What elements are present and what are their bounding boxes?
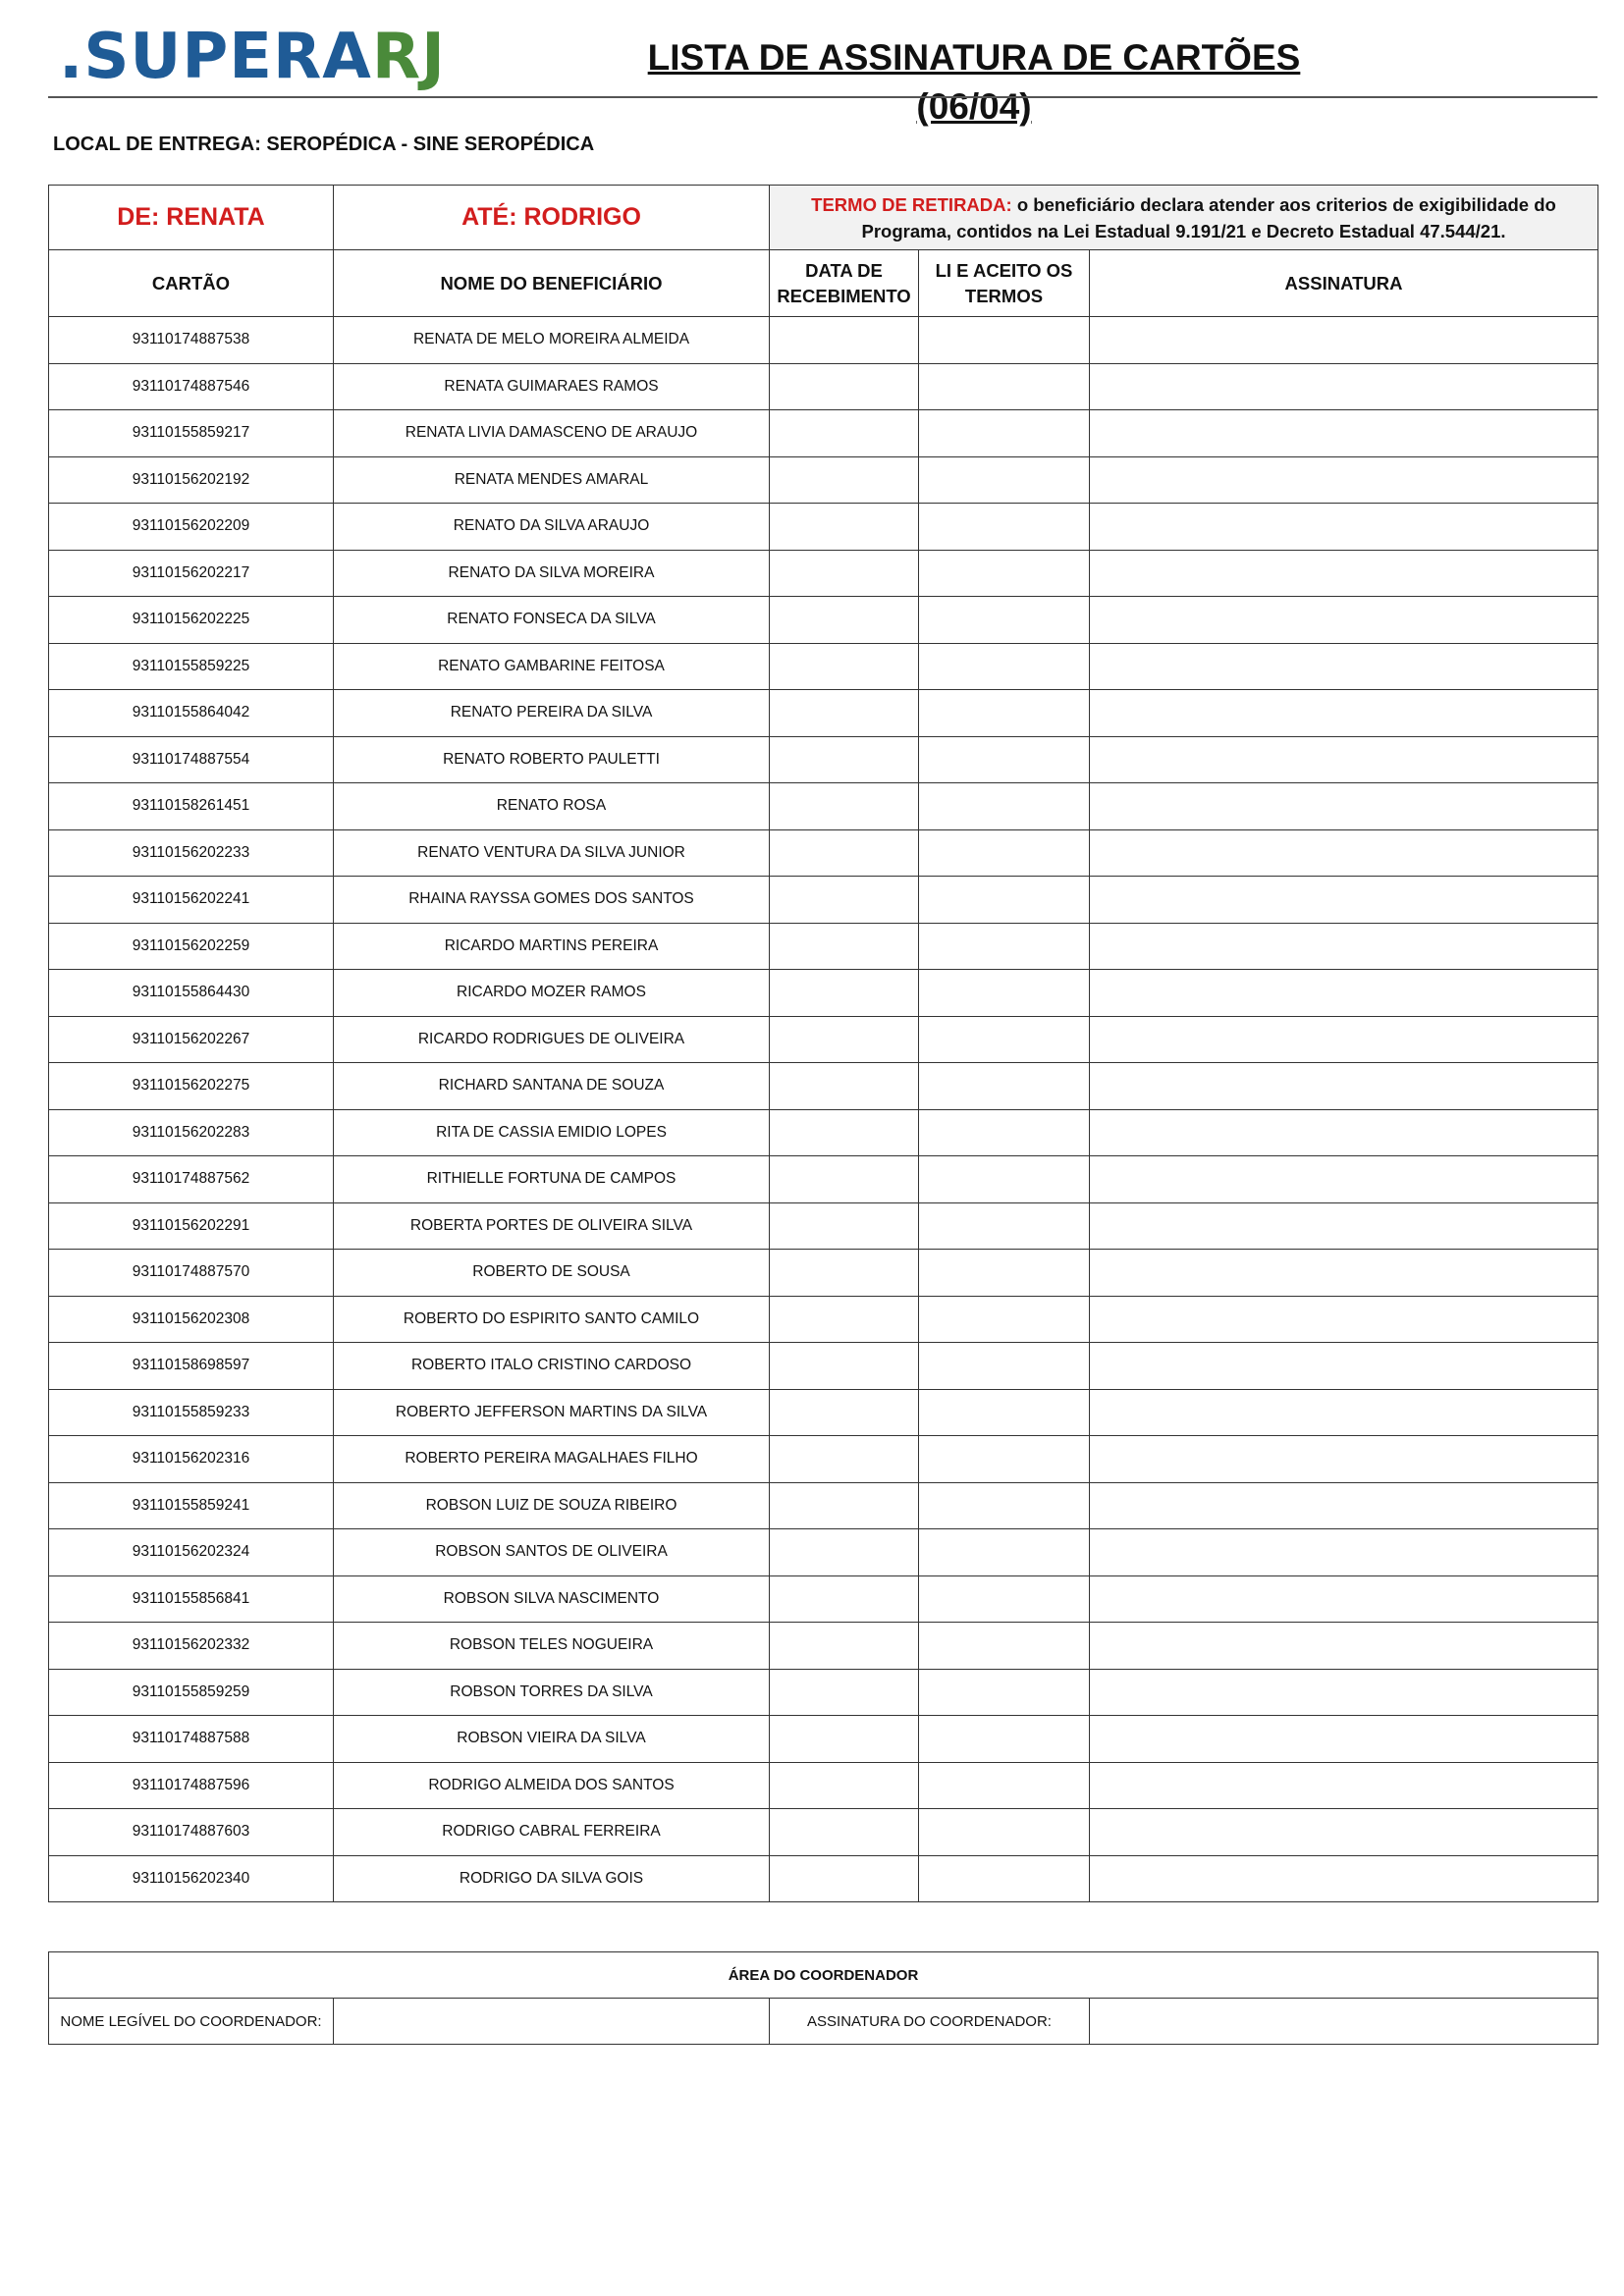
table-row: [49, 597, 1598, 644]
signature-cell[interactable]: [1090, 877, 1598, 924]
receipt-date-cell[interactable]: [770, 1109, 919, 1156]
coordinator-area: [48, 1951, 1598, 2045]
terms-accepted-cell[interactable]: [919, 1809, 1090, 1856]
beneficiary-name: RENATO ROSA: [334, 783, 770, 830]
beneficiary-name: RICARDO MARTINS PEREIRA: [334, 923, 770, 970]
header-divider: [48, 96, 1597, 98]
column-header-row: [49, 250, 1598, 317]
beneficiary-name: RENATO ROBERTO PAULETTI: [334, 736, 770, 783]
terms-accepted-cell[interactable]: [919, 1575, 1090, 1623]
beneficiary-name: ROBERTO ITALO CRISTINO CARDOSO: [334, 1343, 770, 1390]
signature-cell[interactable]: [1090, 504, 1598, 551]
withdrawal-terms: [770, 186, 1598, 250]
receipt-date-cell[interactable]: [770, 970, 919, 1017]
receipt-date-cell[interactable]: [770, 829, 919, 877]
signature-cell[interactable]: [1090, 923, 1598, 970]
signature-cell[interactable]: [1090, 643, 1598, 690]
receipt-date-cell[interactable]: [770, 1855, 919, 1902]
card-number: 93110156202259: [49, 923, 334, 970]
receipt-date-cell[interactable]: [770, 1529, 919, 1576]
signature-cell[interactable]: [1090, 1575, 1598, 1623]
terms-accepted-cell[interactable]: [919, 1623, 1090, 1670]
coordinator-signature-field[interactable]: [1090, 1999, 1598, 2045]
table-row: [49, 1202, 1598, 1250]
signature-cell[interactable]: [1090, 736, 1598, 783]
beneficiary-name: RENATA LIVIA DAMASCENO DE ARAUJO: [334, 410, 770, 457]
receipt-date-cell[interactable]: [770, 410, 919, 457]
table-row: [49, 1250, 1598, 1297]
beneficiary-name: RODRIGO ALMEIDA DOS SANTOS: [334, 1762, 770, 1809]
card-number: 93110174887588: [49, 1716, 334, 1763]
signature-cell[interactable]: [1090, 410, 1598, 457]
receipt-date-cell[interactable]: [770, 643, 919, 690]
col-header-li-aceito: LI E ACEITO OS TERMOS: [919, 250, 1090, 317]
signature-cell[interactable]: [1090, 1623, 1598, 1670]
table-row: [49, 1716, 1598, 1763]
card-number: 93110174887596: [49, 1762, 334, 1809]
card-number: 93110156202324: [49, 1529, 334, 1576]
receipt-date-cell[interactable]: [770, 1063, 919, 1110]
receipt-date-cell[interactable]: [770, 317, 919, 364]
card-number: 93110155859241: [49, 1482, 334, 1529]
signature-cell[interactable]: [1090, 690, 1598, 737]
signature-cell[interactable]: [1090, 1016, 1598, 1063]
terms-accepted-cell[interactable]: [919, 1855, 1090, 1902]
card-number: 93110174887570: [49, 1250, 334, 1297]
beneficiary-name: ROBSON TELES NOGUEIRA: [334, 1623, 770, 1670]
beneficiary-name: RENATO DA SILVA ARAUJO: [334, 504, 770, 551]
coordinator-title: ÁREA DO COORDENADOR: [49, 1952, 1598, 1999]
beneficiary-name: RENATO DA SILVA MOREIRA: [334, 550, 770, 597]
page-title: LISTA DE ASSINATURA DE CARTÕES (06/04): [647, 37, 1301, 127]
table-row: [49, 1623, 1598, 1670]
card-number: 93110174887562: [49, 1156, 334, 1203]
signature-cell[interactable]: [1090, 597, 1598, 644]
delivery-location: LOCAL DE ENTREGA: SEROPÉDICA - SINE SEROPÉDICA: [53, 133, 595, 155]
receipt-date-cell[interactable]: [770, 1389, 919, 1436]
receipt-date-cell[interactable]: [770, 783, 919, 830]
card-number: 93110156202233: [49, 829, 334, 877]
beneficiary-name: RICARDO MOZER RAMOS: [334, 970, 770, 1017]
card-number: 93110156202192: [49, 456, 334, 504]
range-row: [49, 186, 1598, 250]
terms-accepted-cell[interactable]: [919, 1202, 1090, 1250]
card-number: 93110158698597: [49, 1343, 334, 1390]
signature-cell[interactable]: [1090, 1762, 1598, 1809]
terms-accepted-cell[interactable]: [919, 1482, 1090, 1529]
receipt-date-cell[interactable]: [770, 1669, 919, 1716]
terms-label: TERMO DE RETIRADA:: [811, 193, 1012, 215]
beneficiary-name: RICARDO RODRIGUES DE OLIVEIRA: [334, 1016, 770, 1063]
terms-text: o beneficiário declara atender aos criterios de exigibilidade do Programa, contidos na Lei Estadual 9.191/21 e Decreto Estadual 47.544/21.: [861, 193, 1556, 241]
beneficiary-name: ROBSON TORRES DA SILVA: [334, 1669, 770, 1716]
terms-accepted-cell[interactable]: [919, 643, 1090, 690]
terms-accepted-cell[interactable]: [919, 690, 1090, 737]
signature-cell[interactable]: [1090, 783, 1598, 830]
receipt-date-cell[interactable]: [770, 1575, 919, 1623]
terms-accepted-cell[interactable]: [919, 970, 1090, 1017]
terms-accepted-cell[interactable]: [919, 1156, 1090, 1203]
receipt-date-cell[interactable]: [770, 1202, 919, 1250]
signature-cell[interactable]: [1090, 1063, 1598, 1110]
card-number: 93110156202267: [49, 1016, 334, 1063]
table-row: [49, 1343, 1598, 1390]
beneficiary-name: RENATO FONSECA DA SILVA: [334, 597, 770, 644]
range-from: DE: RENATA: [49, 186, 334, 250]
col-header-cartao: CARTÃO: [49, 250, 334, 317]
receipt-date-cell[interactable]: [770, 1156, 919, 1203]
table-row: [49, 1855, 1598, 1902]
table-row: [49, 550, 1598, 597]
coordinator-signature-label: ASSINATURA DO COORDENADOR:: [770, 1999, 1090, 2045]
card-number: 93110155856841: [49, 1575, 334, 1623]
table-row: [49, 1529, 1598, 1576]
table-row: [49, 877, 1598, 924]
signature-cell[interactable]: [1090, 1855, 1598, 1902]
receipt-date-cell[interactable]: [770, 690, 919, 737]
beneficiary-name: RODRIGO CABRAL FERREIRA: [334, 1809, 770, 1856]
receipt-date-cell[interactable]: [770, 456, 919, 504]
signature-cell[interactable]: [1090, 829, 1598, 877]
card-number: 93110155859217: [49, 410, 334, 457]
signature-cell[interactable]: [1090, 317, 1598, 364]
card-number: 93110174887546: [49, 363, 334, 410]
signature-cell[interactable]: [1090, 1343, 1598, 1390]
beneficiary-name: RHAINA RAYSSA GOMES DOS SANTOS: [334, 877, 770, 924]
coordinator-name-label: NOME LEGÍVEL DO COORDENADOR:: [49, 1999, 334, 2045]
beneficiary-name: RENATO VENTURA DA SILVA JUNIOR: [334, 829, 770, 877]
table-body: [49, 317, 1598, 1902]
signature-cell[interactable]: [1090, 456, 1598, 504]
beneficiary-name: RENATA MENDES AMARAL: [334, 456, 770, 504]
terms-accepted-cell[interactable]: [919, 1343, 1090, 1390]
receipt-date-cell[interactable]: [770, 1623, 919, 1670]
beneficiary-name: RENATA GUIMARAES RAMOS: [334, 363, 770, 410]
terms-accepted-cell[interactable]: [919, 1669, 1090, 1716]
card-number: 93110174887538: [49, 317, 334, 364]
signature-cell[interactable]: [1090, 363, 1598, 410]
terms-accepted-cell[interactable]: [919, 597, 1090, 644]
table-row: [49, 1436, 1598, 1483]
signature-cell[interactable]: [1090, 1109, 1598, 1156]
receipt-date-cell[interactable]: [770, 1016, 919, 1063]
table-row: [49, 1389, 1598, 1436]
card-number: 93110156202332: [49, 1623, 334, 1670]
card-number: 93110155864042: [49, 690, 334, 737]
table-row: [49, 736, 1598, 783]
receipt-date-cell[interactable]: [770, 877, 919, 924]
terms-accepted-cell[interactable]: [919, 923, 1090, 970]
card-number: 93110174887554: [49, 736, 334, 783]
beneficiary-name: RENATO PEREIRA DA SILVA: [334, 690, 770, 737]
card-number: 93110174887603: [49, 1809, 334, 1856]
superarj-logo: .SUPERARJ: [59, 21, 446, 93]
signature-cell[interactable]: [1090, 1716, 1598, 1763]
card-number: 93110156202225: [49, 597, 334, 644]
card-number: 93110155864430: [49, 970, 334, 1017]
terms-accepted-cell[interactable]: [919, 1716, 1090, 1763]
terms-accepted-cell[interactable]: [919, 1436, 1090, 1483]
col-header-nome: NOME DO BENEFICIÁRIO: [334, 250, 770, 317]
table-row: [49, 1762, 1598, 1809]
table-row: [49, 1482, 1598, 1529]
terms-accepted-cell[interactable]: [919, 410, 1090, 457]
signature-cell[interactable]: [1090, 970, 1598, 1017]
receipt-date-cell[interactable]: [770, 504, 919, 551]
receipt-date-cell[interactable]: [770, 1809, 919, 1856]
beneficiary-name: RODRIGO DA SILVA GOIS: [334, 1855, 770, 1902]
signature-cell[interactable]: [1090, 1296, 1598, 1343]
receipt-date-cell[interactable]: [770, 597, 919, 644]
signature-cell[interactable]: [1090, 550, 1598, 597]
col-header-data: DATA DE RECEBIMENTO: [770, 250, 919, 317]
beneficiary-name: ROBERTO DO ESPIRITO SANTO CAMILO: [334, 1296, 770, 1343]
card-number: 93110156202340: [49, 1855, 334, 1902]
card-number: 93110156202275: [49, 1063, 334, 1110]
receipt-date-cell[interactable]: [770, 550, 919, 597]
terms-accepted-cell[interactable]: [919, 1109, 1090, 1156]
beneficiary-name: ROBERTO DE SOUSA: [334, 1250, 770, 1297]
table-row: [49, 1016, 1598, 1063]
terms-accepted-cell[interactable]: [919, 829, 1090, 877]
card-number: 93110155859233: [49, 1389, 334, 1436]
receipt-date-cell[interactable]: [770, 923, 919, 970]
signature-cell[interactable]: [1090, 1809, 1598, 1856]
table-row: [49, 1296, 1598, 1343]
signature-cell[interactable]: [1090, 1250, 1598, 1297]
card-number: 93110155859259: [49, 1669, 334, 1716]
receipt-date-cell[interactable]: [770, 1296, 919, 1343]
beneficiary-name: ROBERTO PEREIRA MAGALHAES FILHO: [334, 1436, 770, 1483]
table-row: [49, 923, 1598, 970]
col-header-assinatura: ASSINATURA: [1090, 250, 1598, 317]
table-row: [49, 1809, 1598, 1856]
receipt-date-cell[interactable]: [770, 1343, 919, 1390]
range-to: ATÉ: RODRIGO: [334, 186, 770, 250]
table-row: [49, 504, 1598, 551]
beneficiary-name: RENATA DE MELO MOREIRA ALMEIDA: [334, 317, 770, 364]
table-row: [49, 643, 1598, 690]
signature-cell[interactable]: [1090, 1669, 1598, 1716]
table-row: [49, 456, 1598, 504]
card-number: 93110156202209: [49, 504, 334, 551]
signature-cell[interactable]: [1090, 1156, 1598, 1203]
table-row: [49, 783, 1598, 830]
table-row: [49, 1109, 1598, 1156]
terms-accepted-cell[interactable]: [919, 1063, 1090, 1110]
receipt-date-cell[interactable]: [770, 1716, 919, 1763]
coordinator-name-field[interactable]: [334, 1999, 770, 2045]
table-row: [49, 829, 1598, 877]
receipt-date-cell[interactable]: [770, 1482, 919, 1529]
card-number: 93110156202308: [49, 1296, 334, 1343]
terms-accepted-cell[interactable]: [919, 550, 1090, 597]
receipt-date-cell[interactable]: [770, 1436, 919, 1483]
terms-accepted-cell[interactable]: [919, 877, 1090, 924]
terms-accepted-cell[interactable]: [919, 783, 1090, 830]
receipt-date-cell[interactable]: [770, 363, 919, 410]
signature-cell[interactable]: [1090, 1389, 1598, 1436]
card-number: 93110156202316: [49, 1436, 334, 1483]
beneficiary-name: RITA DE CASSIA EMIDIO LOPES: [334, 1109, 770, 1156]
terms-accepted-cell[interactable]: [919, 456, 1090, 504]
terms-accepted-cell[interactable]: [919, 1389, 1090, 1436]
signature-cell[interactable]: [1090, 1482, 1598, 1529]
terms-accepted-cell[interactable]: [919, 504, 1090, 551]
beneficiary-name: RITHIELLE FORTUNA DE CAMPOS: [334, 1156, 770, 1203]
terms-accepted-cell[interactable]: [919, 1296, 1090, 1343]
receipt-date-cell[interactable]: [770, 1250, 919, 1297]
table-row: [49, 690, 1598, 737]
terms-accepted-cell[interactable]: [919, 317, 1090, 364]
signature-cell[interactable]: [1090, 1436, 1598, 1483]
terms-accepted-cell[interactable]: [919, 736, 1090, 783]
table-row: [49, 1063, 1598, 1110]
beneficiary-name: ROBSON VIEIRA DA SILVA: [334, 1716, 770, 1763]
beneficiary-name: RICHARD SANTANA DE SOUZA: [334, 1063, 770, 1110]
beneficiary-name: ROBERTA PORTES DE OLIVEIRA SILVA: [334, 1202, 770, 1250]
table-row: [49, 1575, 1598, 1623]
terms-accepted-cell[interactable]: [919, 1762, 1090, 1809]
card-number: 93110156202217: [49, 550, 334, 597]
card-number: 93110158261451: [49, 783, 334, 830]
table-row: [49, 970, 1598, 1017]
signature-table: [48, 185, 1598, 1902]
card-number: 93110156202241: [49, 877, 334, 924]
receipt-date-cell[interactable]: [770, 1762, 919, 1809]
terms-accepted-cell[interactable]: [919, 1250, 1090, 1297]
beneficiary-name: ROBSON SILVA NASCIMENTO: [334, 1575, 770, 1623]
receipt-date-cell[interactable]: [770, 736, 919, 783]
card-number: 93110156202291: [49, 1202, 334, 1250]
table-row: [49, 317, 1598, 364]
table-row: [49, 410, 1598, 457]
table-row: [49, 1156, 1598, 1203]
terms-accepted-cell[interactable]: [919, 1016, 1090, 1063]
terms-accepted-cell[interactable]: [919, 1529, 1090, 1576]
beneficiary-name: ROBERTO JEFFERSON MARTINS DA SILVA: [334, 1389, 770, 1436]
table-row: [49, 363, 1598, 410]
card-number: 93110156202283: [49, 1109, 334, 1156]
beneficiary-name: ROBSON SANTOS DE OLIVEIRA: [334, 1529, 770, 1576]
beneficiary-name: ROBSON LUIZ DE SOUZA RIBEIRO: [334, 1482, 770, 1529]
terms-accepted-cell[interactable]: [919, 363, 1090, 410]
signature-cell[interactable]: [1090, 1202, 1598, 1250]
table-row: [49, 1669, 1598, 1716]
signature-cell[interactable]: [1090, 1529, 1598, 1576]
card-number: 93110155859225: [49, 643, 334, 690]
beneficiary-name: RENATO GAMBARINE FEITOSA: [334, 643, 770, 690]
